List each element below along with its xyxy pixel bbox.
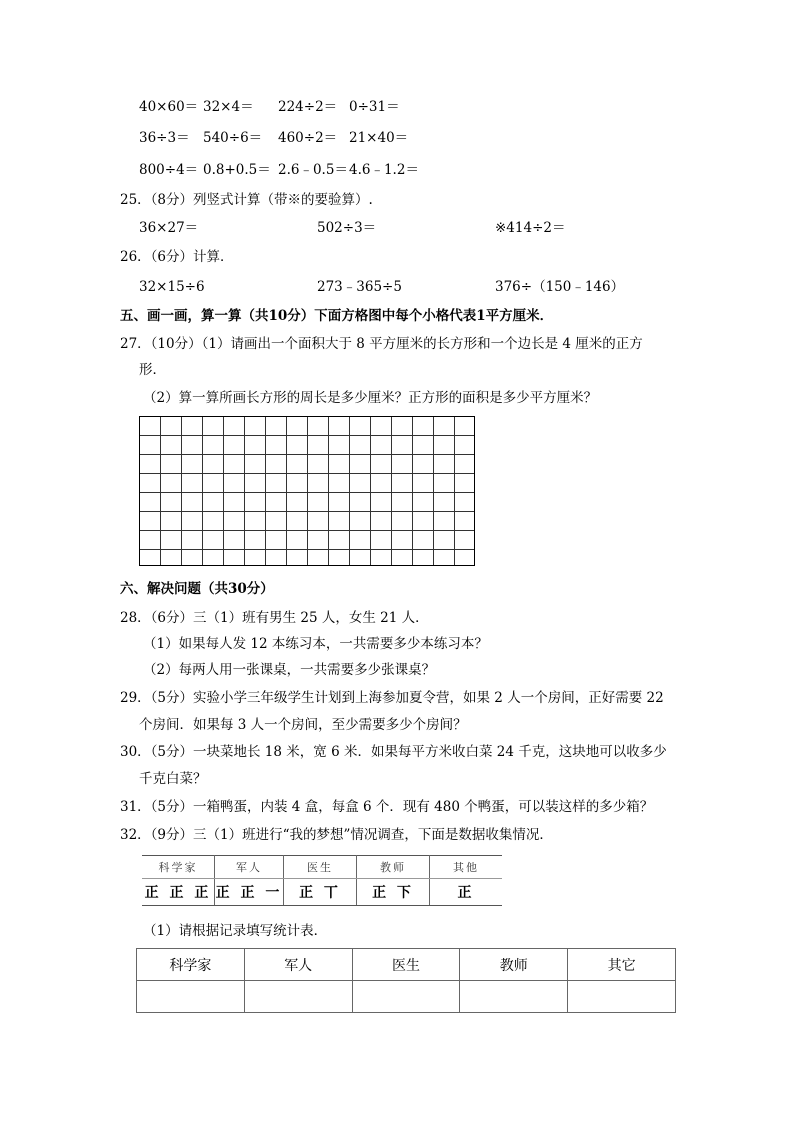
oral-item: 0.8+0.5＝ bbox=[203, 162, 271, 178]
oral-item: 0÷31＝ bbox=[349, 99, 400, 115]
statistics-table bbox=[136, 948, 676, 1013]
oral-item: 32×4＝ bbox=[203, 99, 254, 115]
oral-item: 21×40＝ bbox=[349, 130, 409, 146]
oral-item: 540÷6＝ bbox=[203, 130, 263, 146]
q26-item: 376÷（150﹣146） bbox=[495, 279, 625, 295]
stats-header: 其它 bbox=[568, 949, 676, 981]
q30-line2: 千克白菜？ bbox=[139, 771, 207, 787]
q32-sub1: （1）请根据记录填写统计表． bbox=[143, 923, 328, 939]
stats-input-cell[interactable] bbox=[244, 981, 352, 1013]
q27-line3: （2）算一算所画长方形的周长是多少厘米？正方形的面积是多少平方厘米？ bbox=[143, 390, 598, 406]
stats-input-cell[interactable] bbox=[568, 981, 676, 1013]
tally-marks: 正 bbox=[430, 879, 503, 906]
q28-line2: （1）如果每人发 12 本练习本，一共需要多少本练习本？ bbox=[143, 636, 488, 652]
stats-header: 教师 bbox=[460, 949, 568, 981]
q26-item: 32×15÷6 bbox=[139, 279, 205, 295]
section6-heading: 六、解决问题（共30分） bbox=[120, 581, 274, 597]
stats-input-cell[interactable] bbox=[352, 981, 460, 1013]
tally-table bbox=[142, 855, 502, 906]
tally-header: 科学家 bbox=[142, 856, 215, 879]
q28-line3: （2）每两人用一张课桌，一共需要多少张课桌？ bbox=[143, 662, 436, 678]
oral-item: 224÷2＝ bbox=[278, 99, 338, 115]
q26-item: 273﹣365÷5 bbox=[317, 279, 402, 295]
tally-header: 教师 bbox=[357, 856, 430, 879]
section5-heading: 五、画一画，算一算（共10分）下面方格图中每个小格代表1平方厘米． bbox=[120, 308, 554, 324]
tally-marks: 正 下 bbox=[357, 879, 430, 906]
square-grid[interactable] bbox=[139, 416, 475, 566]
q31-line1: 31．（5分）一箱鸭蛋，内装 4 盒，每盒 6 个．现有 480 个鸭蛋，可以装这样的多少箱？ bbox=[120, 799, 654, 815]
stats-header: 医生 bbox=[352, 949, 460, 981]
stats-input-cell[interactable] bbox=[460, 981, 568, 1013]
tally-header: 医生 bbox=[284, 856, 357, 879]
oral-item: 4.6﹣1.2＝ bbox=[349, 162, 419, 178]
tally-marks: 正 丅 bbox=[284, 879, 357, 906]
oral-item: 460÷2＝ bbox=[278, 130, 338, 146]
q32-line1: 32．（9分）三（1）班进行“我的梦想”情况调查，下面是数据收集情况． bbox=[120, 827, 553, 843]
oral-item: 36÷3＝ bbox=[139, 130, 190, 146]
q29-line2: 个房间．如果每 3 人一个房间，至少需要多少个房间？ bbox=[139, 717, 467, 733]
q26-title: 26．（6分）计算． bbox=[120, 249, 234, 265]
q28-line1: 28．（6分）三（1）班有男生 25 人，女生 21 人． bbox=[120, 610, 429, 626]
tally-header: 军人 bbox=[215, 856, 284, 879]
q25-item: 36×27＝ bbox=[139, 220, 199, 236]
q29-line1: 29．（5分）实验小学三年级学生计划到上海参加夏令营，如果 2 人一个房间，正好需要 22 bbox=[120, 690, 664, 706]
q25-item: 502÷3＝ bbox=[317, 220, 377, 236]
q25-title: 25．（8分）列竖式计算（带※的要验算）. bbox=[120, 192, 373, 208]
q27-line1: 27．（10分）（1）请画出一个面积大于 8 平方厘米的长方形和一个边长是 4 厘米的正方 bbox=[120, 336, 643, 352]
q30-line1: 30．（5分）一块菜地长 18 米，宽 6 米．如果每平方米收白菜 24 千克，这块地可以收多少 bbox=[120, 744, 667, 760]
oral-item: 2.6﹣0.5＝ bbox=[278, 162, 348, 178]
tally-header: 其他 bbox=[430, 856, 503, 879]
tally-marks: 正 正 一 bbox=[215, 879, 284, 906]
q27-line2: 形． bbox=[139, 362, 166, 378]
stats-header: 科学家 bbox=[137, 949, 245, 981]
tally-marks: 正 正 正 bbox=[142, 879, 215, 906]
oral-item: 40×60＝ bbox=[139, 99, 199, 115]
q25-item: ※414÷2＝ bbox=[495, 220, 566, 236]
oral-item: 800÷4＝ bbox=[139, 162, 199, 178]
stats-input-cell[interactable] bbox=[137, 981, 245, 1013]
stats-header: 军人 bbox=[244, 949, 352, 981]
